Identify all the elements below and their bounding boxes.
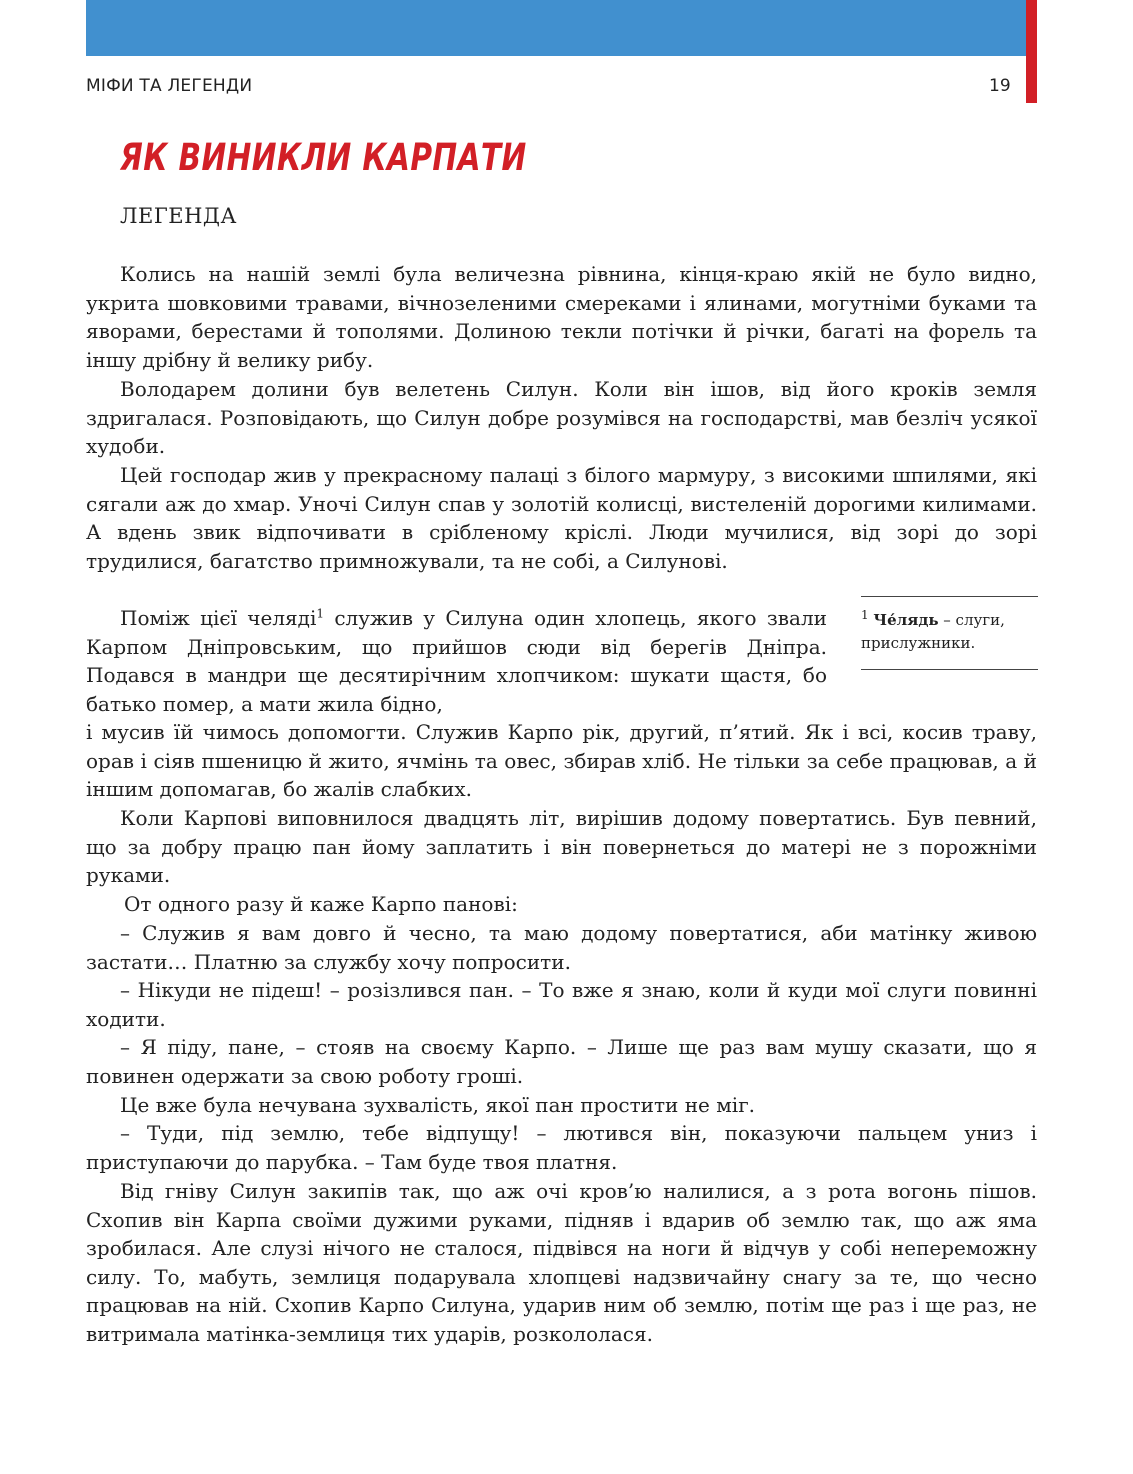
paragraph-7: Це вже була нечувана зухвалість, якої пан простити не міг. <box>120 1093 756 1117</box>
footnote-reference: 1 <box>316 606 325 621</box>
top-color-band <box>86 0 1033 56</box>
paragraph-8: Від гніву Силун закипів так, що аж очі кров’ю налилися, а з рота вогонь пішов. Схопив він Карпа своїми дужими руками, підняв і вдарив об землю так, що аж яма зробилася. Але слузі нічого не сталося, підвівся на ноги й відчув у собі непереможну силу. То, мабуть, землиця подарувала хлопцеві надзвичайну снагу за те, що чесно працював на ній. Схопив Карпо Силуна, ударив ним об землю, потім ще раз і ще раз, не витримала матінка-землиця тих ударів, розкололася. <box>86 1179 1037 1346</box>
page-marker-bar <box>1026 0 1037 103</box>
footnote <box>861 596 1038 670</box>
dialogue-1: – Служив я вам довго й чесно, та маю додому повертатися, аби матінку живою застати… Платню за службу хочу попросити. <box>86 921 1037 974</box>
footnote-definition: – слуги, прислужники. <box>861 611 1005 652</box>
paragraph-4-continued: і мусив їй чимось допомогти. Служив Карпо рік, другий, п’ятий. Як і всі, косив траву, орав і сіяв пшеницю й жито, ячмінь та овес, збирав хліб. Не тільки за себе працював, а й іншим допомагав, бо жалів слабких. <box>86 720 1037 802</box>
paragraph-2: Володарем долини був велетень Силун. Коли він ішов, від його кроків земля здригалася. Розповідають, що Силун добре розумівся на господарстві, мав безліч усякої худоби. <box>86 377 1037 459</box>
running-header: МІФИ ТА ЛЕГЕНДИ <box>86 76 253 96</box>
paragraph-1: Колись на нашій землі була величезна рівнина, кінця-краю якій не було видно, укрита шовковими травами, вічнозеленими смереками і ялинами, могутніми буками та яворами, берестами й тополями. Долиною текли потічки й річки, багаті на форель та іншу дрібну й велику рибу. <box>86 262 1037 372</box>
dialogue-3: – Я піду, пане, – стояв на своєму Карпо. – Лише ще раз вам мушу сказати, що я повинен одержати за свою роботу гроші. <box>86 1035 1037 1088</box>
paragraph-4-start: Поміж цієї челяді <box>120 606 317 630</box>
footnote-term: Че́лядь <box>873 611 939 629</box>
paragraph-4-narrow-text: служив у Силуна один хлопець, якого звали Карпом Дніпровським, що прийшов сюди від берегів Дніпра. Подався в мандри ще десятирічним хлопчиком: шукати щастя, бо батько помер, а мати жила бідно, <box>86 606 827 716</box>
story-title: ЯК ВИНИКЛИ КАРПАТИ <box>120 136 527 179</box>
dialogue-4: – Туди, під землю, тебе відпущу! – лютився він, показуючи пальцем униз і приступаючи до парубка. – Там буде твоя платня. <box>86 1121 1037 1174</box>
paragraph-6: От одного разу й каже Карпо панові: <box>124 892 518 916</box>
footnote-mark: 1 <box>861 608 869 622</box>
page-number: 19 <box>989 76 1011 96</box>
genre-label: ЛЕГЕНДА <box>120 204 237 228</box>
paragraph-4-narrow <box>86 604 827 718</box>
paragraph-3: Цей господар жив у прекрасному палаці з білого мармуру, з високими шпилями, які сягали аж до хмар. Уночі Силун спав у золотій колисці, вистеленій дорогими килимами. А вдень звик відпочивати в срібленому кріслі. Люди мучилися, від зорі до зорі трудилися, багатство примножували, та не собі, а Силунові. <box>86 463 1037 573</box>
paragraph-5: Коли Карпові виповнилося двадцять літ, вирішив додому повертатись. Був певний, що за добру працю пан йому заплатить і він повернеться до матері не з порожніми руками. <box>86 806 1037 888</box>
dialogue-2: – Нікуди не підеш! – розізлився пан. – То вже я знаю, коли й куди мої слуги повинні ходити. <box>86 978 1037 1031</box>
